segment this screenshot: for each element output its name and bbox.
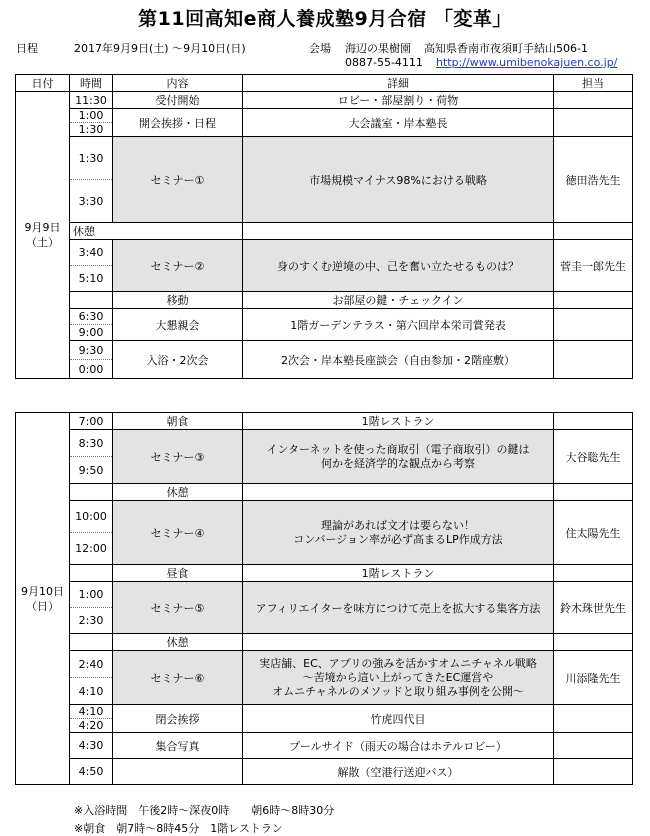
time-cell: 6:30	[70, 309, 113, 325]
detail-cell	[243, 223, 554, 240]
detail-cell	[243, 651, 554, 705]
person-cell	[554, 223, 633, 240]
detail-cell: 大会議室・岸本塾長	[243, 109, 554, 137]
detail-line: オムニチャネルのメソッドと取り組み事例を公開～	[272, 684, 524, 698]
day-label-weekday: （日）	[26, 599, 59, 613]
detail-cell: 1階レストラン	[243, 565, 554, 582]
content-cell: 移動	[113, 292, 243, 309]
content-cell: 休憩	[70, 223, 243, 240]
detail-cell: 市場規模マイナス98%における戦略	[243, 137, 554, 223]
page-title: 第11回高知e商人養成塾9月合宿 「変革」	[138, 8, 512, 30]
venue-name: 海辺の果樹園	[345, 42, 411, 55]
time-cell: 11:30	[70, 92, 113, 109]
time-cell: 1:30	[70, 137, 113, 180]
detail-cell	[243, 484, 554, 501]
time-cell: 5:10	[70, 266, 113, 292]
table-row	[16, 137, 633, 180]
person-cell	[554, 413, 633, 430]
time-cell: 0:00	[70, 360, 113, 379]
schedule-table-day1	[15, 74, 633, 379]
content-cell: セミナー①	[113, 137, 243, 223]
detail-cell: 1階レストラン	[243, 413, 554, 430]
table-row	[16, 565, 633, 582]
detail-cell: 身のすくむ逆境の中、己を奮い立たせるものは？	[243, 240, 554, 292]
table-row	[16, 223, 633, 240]
content-cell: 休憩	[113, 634, 243, 651]
time-cell	[70, 565, 113, 582]
person-cell: 鈴木珠世先生	[554, 582, 633, 634]
time-cell: 1:00	[70, 109, 113, 123]
day-label-weekday: （土）	[26, 236, 59, 249]
time-cell	[70, 484, 113, 501]
day-label	[16, 92, 70, 379]
table-row	[16, 733, 633, 759]
header-detail: 詳細	[243, 75, 554, 92]
table-row	[16, 92, 633, 109]
time-cell: 2:40	[70, 651, 113, 678]
time-cell: 1:30	[70, 123, 113, 137]
detail-cell: 解散（空港行送迎バス）	[243, 759, 554, 785]
detail-line: 何かを経済学的な観点から考察	[321, 456, 475, 470]
content-cell	[113, 759, 243, 785]
detail-cell: アフィリエイターを味方につけて売上を拡大する集客方法	[243, 582, 554, 634]
detail-cell	[243, 501, 554, 565]
detail-cell: ロビー・部屋割り・荷物	[243, 92, 554, 109]
table-row	[16, 413, 633, 430]
time-cell	[70, 292, 113, 309]
table-row	[16, 430, 633, 457]
day-label-date: 9月10日	[21, 584, 64, 598]
detail-cell: 1階ガーデンテラス・第六回岸本栄司賞発表	[243, 309, 554, 341]
time-cell: 8:30	[70, 430, 113, 457]
time-cell: 4:50	[70, 759, 113, 785]
detail-line: 実店舗、EC、アプリの強みを活かすオムニチャネル戦略	[259, 656, 537, 670]
venue-label: 会場	[309, 42, 331, 55]
time-cell: 3:40	[70, 240, 113, 266]
detail-cell: プールサイド（雨天の場合はホテルロビー）	[243, 733, 554, 759]
person-cell	[554, 292, 633, 309]
person-cell: 川添隆先生	[554, 651, 633, 705]
time-cell: 4:10	[70, 678, 113, 705]
person-cell	[554, 341, 633, 379]
person-cell	[554, 309, 633, 341]
time-cell: 3:30	[70, 180, 113, 223]
person-cell: 菅圭一郎先生	[554, 240, 633, 292]
content-cell: 昼食	[113, 565, 243, 582]
time-cell: 4:30	[70, 733, 113, 759]
detail-cell: 2次会・岸本塾長座談会（自由参加・2階座敷）	[243, 341, 554, 379]
venue-address: 高知県香南市夜須町手結山506-1	[424, 42, 588, 55]
header-date: 日付	[16, 75, 70, 92]
content-cell: 集合写真	[113, 733, 243, 759]
time-cell: 4:10	[70, 705, 113, 719]
header-time: 時間	[70, 75, 113, 92]
time-cell: 4:20	[70, 719, 113, 733]
person-cell	[554, 565, 633, 582]
time-cell: 10:00	[70, 501, 113, 533]
table-row	[16, 582, 633, 608]
day-label-date: 9月9日	[24, 221, 61, 234]
content-cell: 大懇親会	[113, 309, 243, 341]
time-cell: 9:00	[70, 325, 113, 341]
person-cell	[554, 484, 633, 501]
detail-line: ～苦境から這い上がってきたEC運営や	[302, 670, 494, 684]
header-content: 内容	[113, 75, 243, 92]
content-cell: セミナー⑤	[113, 582, 243, 634]
schedule-table-day2	[15, 412, 633, 785]
date-label: 日程	[16, 42, 38, 55]
content-cell: 朝食	[113, 413, 243, 430]
time-cell: 7:00	[70, 413, 113, 430]
content-cell: セミナー②	[113, 240, 243, 292]
detail-line: コンバージョン率が必ず高まるLP作成方法	[293, 532, 503, 546]
date-value: 2017年9月9日(土) ～9月10日(日)	[74, 42, 246, 55]
table-row	[16, 634, 633, 651]
detail-line: インターネットを使った商取引（電子商取引）の鍵は	[266, 442, 530, 456]
note-breakfast: ※朝食 朝7時～8時45分 1階レストラン	[74, 822, 283, 835]
content-cell: 入浴・2次会	[113, 341, 243, 379]
person-cell	[554, 705, 633, 733]
person-cell	[554, 92, 633, 109]
time-cell: 2:30	[70, 608, 113, 634]
content-cell: 開会挨拶・日程	[113, 109, 243, 137]
person-cell	[554, 759, 633, 785]
content-cell: 閉会挨拶	[113, 705, 243, 733]
table-row	[16, 109, 633, 123]
person-cell	[554, 634, 633, 651]
detail-cell	[243, 634, 554, 651]
table-row	[16, 705, 633, 719]
time-cell	[70, 634, 113, 651]
content-cell: セミナー③	[113, 430, 243, 484]
content-cell: 受付開始	[113, 92, 243, 109]
person-cell	[554, 109, 633, 137]
person-cell: 徳田浩先生	[554, 137, 633, 223]
content-cell: セミナー⑥	[113, 651, 243, 705]
venue-phone: 0887-55-4111	[345, 56, 423, 69]
detail-cell: 竹虎四代目	[243, 705, 554, 733]
table-row	[16, 341, 633, 360]
time-cell: 12:00	[70, 533, 113, 565]
time-cell: 1:00	[70, 582, 113, 608]
table-row	[16, 501, 633, 533]
content-cell: 休憩	[113, 484, 243, 501]
person-cell	[554, 733, 633, 759]
detail-line: 理論があれば文才は要らない！	[321, 518, 475, 532]
day-label	[16, 413, 70, 785]
table-row	[16, 240, 633, 266]
table-row	[16, 484, 633, 501]
table-row	[16, 651, 633, 678]
table-row	[16, 759, 633, 785]
time-cell: 9:30	[70, 341, 113, 360]
time-cell: 9:50	[70, 457, 113, 484]
table-row	[16, 309, 633, 325]
note-bath: ※入浴時間 午後2時～深夜0時 朝6時～8時30分	[74, 804, 335, 817]
header-person: 担当	[554, 75, 633, 92]
person-cell: 大谷聡先生	[554, 430, 633, 484]
table-row	[16, 292, 633, 309]
venue-url-link[interactable]: http://www.umibenokajuen.co.jp/	[436, 56, 618, 69]
person-cell: 住太陽先生	[554, 501, 633, 565]
content-cell: セミナー④	[113, 501, 243, 565]
detail-cell: お部屋の鍵・チェックイン	[243, 292, 554, 309]
detail-cell	[243, 430, 554, 484]
